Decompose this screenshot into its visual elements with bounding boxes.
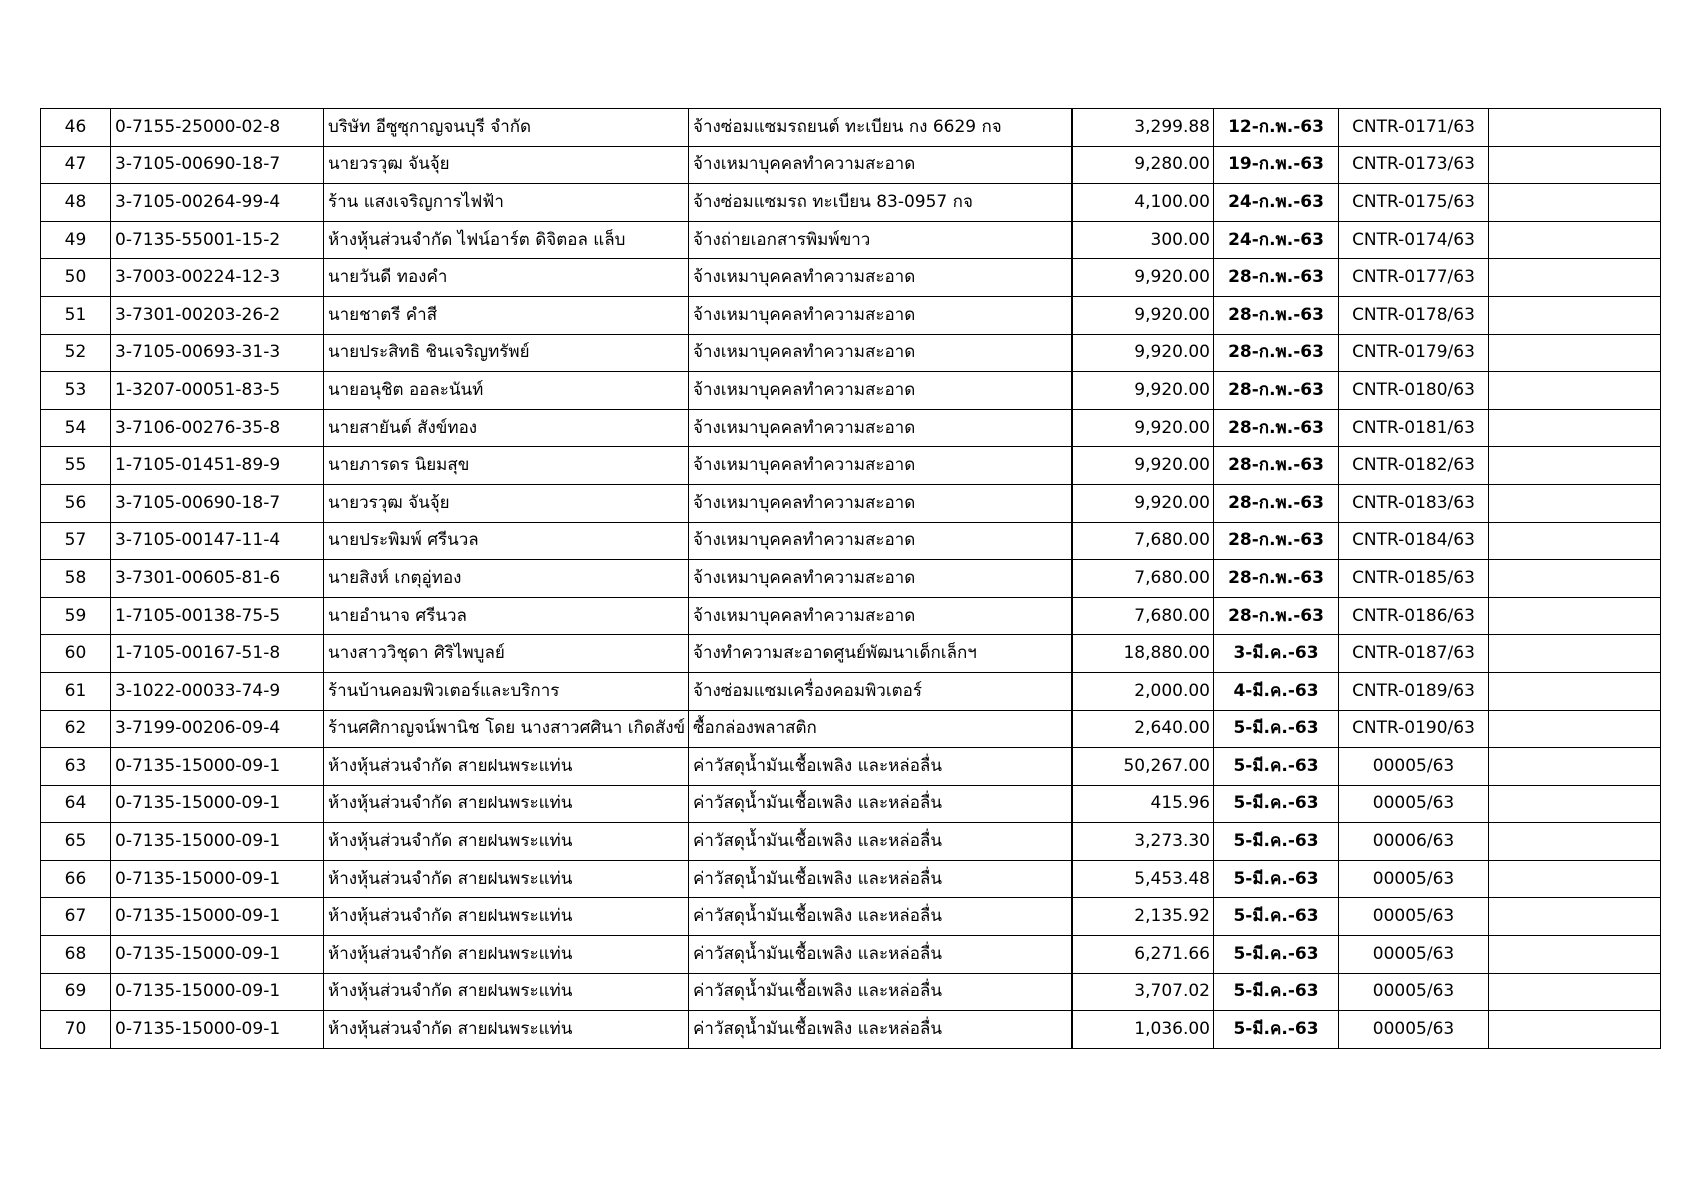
tax-id-cell: 0-7135-15000-09-1 (111, 973, 324, 1011)
amount-cell: 4,100.00 (1072, 184, 1214, 222)
contract-ref-cell: 00006/63 (1339, 823, 1489, 861)
note-cell (1489, 597, 1661, 635)
amount-cell: 9,920.00 (1072, 296, 1214, 334)
vendor-name-cell: นายสิงห์ เกตุอู่ทอง (324, 560, 689, 598)
tax-id-cell: 0-7135-15000-09-1 (111, 748, 324, 786)
amount-cell: 300.00 (1072, 221, 1214, 259)
tax-id-cell: 0-7155-25000-02-8 (111, 109, 324, 147)
tax-id-cell: 0-7135-15000-09-1 (111, 860, 324, 898)
row-number: 68 (41, 936, 111, 974)
description-cell: จ้างซ่อมแซมรถยนต์ ทะเบียน กง 6629 กจ (689, 109, 1072, 147)
row-number: 64 (41, 785, 111, 823)
table-row (41, 146, 1661, 184)
table-row (41, 334, 1661, 372)
note-cell (1489, 109, 1661, 147)
contract-ref-cell: CNTR-0174/63 (1339, 221, 1489, 259)
tax-id-cell: 3-7105-00693-31-3 (111, 334, 324, 372)
amount-cell: 2,000.00 (1072, 672, 1214, 710)
description-cell: จ้างเหมาบุคคลทำความสะอาด (689, 484, 1072, 522)
amount-cell: 7,680.00 (1072, 597, 1214, 635)
row-number: 67 (41, 898, 111, 936)
date-cell: 5-มี.ค.-63 (1214, 1011, 1339, 1049)
date-cell: 28-ก.พ.-63 (1214, 522, 1339, 560)
date-cell: 28-ก.พ.-63 (1214, 597, 1339, 635)
vendor-name-cell: ห้างหุ้นส่วนจำกัด ไฟน์อาร์ต ดิจิตอล แล็บ (324, 221, 689, 259)
row-number: 53 (41, 372, 111, 410)
tax-id-cell: 3-7301-00203-26-2 (111, 296, 324, 334)
vendor-name-cell: ห้างหุ้นส่วนจำกัด สายฝนพระแท่น (324, 823, 689, 861)
note-cell (1489, 334, 1661, 372)
amount-cell: 9,920.00 (1072, 447, 1214, 485)
tax-id-cell: 1-7105-01451-89-9 (111, 447, 324, 485)
note-cell (1489, 898, 1661, 936)
tax-id-cell: 3-7105-00264-99-4 (111, 184, 324, 222)
tax-id-cell: 0-7135-15000-09-1 (111, 785, 324, 823)
row-number: 55 (41, 447, 111, 485)
amount-cell: 3,273.30 (1072, 823, 1214, 861)
vendor-name-cell: ห้างหุ้นส่วนจำกัด สายฝนพระแท่น (324, 1011, 689, 1049)
date-cell: 5-มี.ค.-63 (1214, 973, 1339, 1011)
contract-ref-cell: CNTR-0185/63 (1339, 560, 1489, 598)
vendor-name-cell: นายอำนาจ ศรีนวล (324, 597, 689, 635)
note-cell (1489, 635, 1661, 673)
vendor-name-cell: นายวันดี ทองคำ (324, 259, 689, 297)
tax-id-cell: 3-7301-00605-81-6 (111, 560, 324, 598)
note-cell (1489, 823, 1661, 861)
vendor-name-cell: นายชาตรี คำสี (324, 296, 689, 334)
contract-ref-cell: CNTR-0183/63 (1339, 484, 1489, 522)
contract-ref-cell: CNTR-0184/63 (1339, 522, 1489, 560)
vendor-name-cell: ร้าน แสงเจริญการไฟฟ้า (324, 184, 689, 222)
description-cell: จ้างเหมาบุคคลทำความสะอาด (689, 146, 1072, 184)
amount-cell: 2,135.92 (1072, 898, 1214, 936)
row-number: 49 (41, 221, 111, 259)
date-cell: 28-ก.พ.-63 (1214, 409, 1339, 447)
contract-ref-cell: CNTR-0180/63 (1339, 372, 1489, 410)
table-row (41, 447, 1661, 485)
row-number: 63 (41, 748, 111, 786)
tax-id-cell: 3-7105-00690-18-7 (111, 146, 324, 184)
procurement-table (40, 108, 1661, 1049)
note-cell (1489, 146, 1661, 184)
amount-cell: 3,707.02 (1072, 973, 1214, 1011)
vendor-name-cell: บริษัท อีซูซุกาญจนบุรี จำกัด (324, 109, 689, 147)
contract-ref-cell: 00005/63 (1339, 1011, 1489, 1049)
contract-ref-cell: CNTR-0182/63 (1339, 447, 1489, 485)
row-number: 60 (41, 635, 111, 673)
description-cell: ค่าวัสดุน้ำมันเชื้อเพลิง และหล่อลื่น (689, 898, 1072, 936)
description-cell: จ้างเหมาบุคคลทำความสะอาด (689, 259, 1072, 297)
description-cell: จ้างเหมาบุคคลทำความสะอาด (689, 522, 1072, 560)
amount-cell: 9,920.00 (1072, 334, 1214, 372)
amount-cell: 9,920.00 (1072, 259, 1214, 297)
amount-cell: 2,640.00 (1072, 710, 1214, 748)
tax-id-cell: 0-7135-15000-09-1 (111, 823, 324, 861)
row-number: 47 (41, 146, 111, 184)
contract-ref-cell: 00005/63 (1339, 936, 1489, 974)
row-number: 48 (41, 184, 111, 222)
description-cell: จ้างเหมาบุคคลทำความสะอาด (689, 409, 1072, 447)
contract-ref-cell: CNTR-0189/63 (1339, 672, 1489, 710)
contract-ref-cell: CNTR-0177/63 (1339, 259, 1489, 297)
table-row (41, 635, 1661, 673)
description-cell: ค่าวัสดุน้ำมันเชื้อเพลิง และหล่อลื่น (689, 748, 1072, 786)
description-cell: ค่าวัสดุน้ำมันเชื้อเพลิง และหล่อลื่น (689, 785, 1072, 823)
contract-ref-cell: CNTR-0175/63 (1339, 184, 1489, 222)
table-row (41, 597, 1661, 635)
contract-ref-cell: CNTR-0171/63 (1339, 109, 1489, 147)
amount-cell: 7,680.00 (1072, 522, 1214, 560)
description-cell: ค่าวัสดุน้ำมันเชื้อเพลิง และหล่อลื่น (689, 973, 1072, 1011)
date-cell: 28-ก.พ.-63 (1214, 447, 1339, 485)
table-row (41, 409, 1661, 447)
vendor-name-cell: ห้างหุ้นส่วนจำกัด สายฝนพระแท่น (324, 785, 689, 823)
table-row (41, 1011, 1661, 1049)
note-cell (1489, 372, 1661, 410)
contract-ref-cell: 00005/63 (1339, 898, 1489, 936)
contract-ref-cell: CNTR-0173/63 (1339, 146, 1489, 184)
tax-id-cell: 3-7105-00690-18-7 (111, 484, 324, 522)
description-cell: ค่าวัสดุน้ำมันเชื้อเพลิง และหล่อลื่น (689, 860, 1072, 898)
note-cell (1489, 447, 1661, 485)
note-cell (1489, 973, 1661, 1011)
table-row (41, 484, 1661, 522)
note-cell (1489, 184, 1661, 222)
row-number: 61 (41, 672, 111, 710)
description-cell: จ้างเหมาบุคคลทำความสะอาด (689, 372, 1072, 410)
note-cell (1489, 560, 1661, 598)
description-cell: ซื้อกล่องพลาสติก (689, 710, 1072, 748)
date-cell: 5-มี.ค.-63 (1214, 710, 1339, 748)
table-row (41, 785, 1661, 823)
table-row (41, 221, 1661, 259)
amount-cell: 3,299.88 (1072, 109, 1214, 147)
date-cell: 24-ก.พ.-63 (1214, 221, 1339, 259)
table-row (41, 748, 1661, 786)
contract-ref-cell: 00005/63 (1339, 973, 1489, 1011)
date-cell: 12-ก.พ.-63 (1214, 109, 1339, 147)
note-cell (1489, 1011, 1661, 1049)
row-number: 66 (41, 860, 111, 898)
procurement-table-page (40, 108, 1660, 1049)
amount-cell: 6,271.66 (1072, 936, 1214, 974)
date-cell: 28-ก.พ.-63 (1214, 259, 1339, 297)
vendor-name-cell: นางสาววิชุดา ศิริไพบูลย์ (324, 635, 689, 673)
row-number: 54 (41, 409, 111, 447)
amount-cell: 50,267.00 (1072, 748, 1214, 786)
contract-ref-cell: CNTR-0186/63 (1339, 597, 1489, 635)
tax-id-cell: 3-7003-00224-12-3 (111, 259, 324, 297)
note-cell (1489, 710, 1661, 748)
vendor-name-cell: นายวรวุฒ จันจุ้ย (324, 484, 689, 522)
vendor-name-cell: ห้างหุ้นส่วนจำกัด สายฝนพระแท่น (324, 748, 689, 786)
table-row (41, 372, 1661, 410)
date-cell: 5-มี.ค.-63 (1214, 860, 1339, 898)
contract-ref-cell: 00005/63 (1339, 860, 1489, 898)
row-number: 51 (41, 296, 111, 334)
amount-cell: 18,880.00 (1072, 635, 1214, 673)
date-cell: 5-มี.ค.-63 (1214, 785, 1339, 823)
table-row (41, 973, 1661, 1011)
table-row (41, 898, 1661, 936)
date-cell: 28-ก.พ.-63 (1214, 372, 1339, 410)
tax-id-cell: 0-7135-55001-15-2 (111, 221, 324, 259)
description-cell: จ้างเหมาบุคคลทำความสะอาด (689, 296, 1072, 334)
tax-id-cell: 1-7105-00138-75-5 (111, 597, 324, 635)
vendor-name-cell: ร้านบ้านคอมพิวเตอร์และบริการ (324, 672, 689, 710)
tax-id-cell: 3-7199-00206-09-4 (111, 710, 324, 748)
amount-cell: 5,453.48 (1072, 860, 1214, 898)
amount-cell: 9,920.00 (1072, 484, 1214, 522)
date-cell: 5-มี.ค.-63 (1214, 823, 1339, 861)
table-row (41, 259, 1661, 297)
table-row (41, 823, 1661, 861)
date-cell: 5-มี.ค.-63 (1214, 936, 1339, 974)
amount-cell: 7,680.00 (1072, 560, 1214, 598)
date-cell: 28-ก.พ.-63 (1214, 560, 1339, 598)
tax-id-cell: 3-7105-00147-11-4 (111, 522, 324, 560)
date-cell: 3-มี.ค.-63 (1214, 635, 1339, 673)
vendor-name-cell: นายอนุชิต ออละนันท์ (324, 372, 689, 410)
description-cell: จ้างเหมาบุคคลทำความสะอาด (689, 597, 1072, 635)
description-cell: จ้างซ่อมแซมรถ ทะเบียน 83-0957 กจ (689, 184, 1072, 222)
vendor-name-cell: ห้างหุ้นส่วนจำกัด สายฝนพระแท่น (324, 936, 689, 974)
date-cell: 24-ก.พ.-63 (1214, 184, 1339, 222)
contract-ref-cell: 00005/63 (1339, 785, 1489, 823)
amount-cell: 9,920.00 (1072, 409, 1214, 447)
amount-cell: 9,920.00 (1072, 372, 1214, 410)
description-cell: จ้างเหมาบุคคลทำความสะอาด (689, 334, 1072, 372)
description-cell: ค่าวัสดุน้ำมันเชื้อเพลิง และหล่อลื่น (689, 823, 1072, 861)
row-number: 59 (41, 597, 111, 635)
tax-id-cell: 3-1022-00033-74-9 (111, 672, 324, 710)
note-cell (1489, 785, 1661, 823)
table-body (41, 109, 1661, 1049)
table-row (41, 860, 1661, 898)
note-cell (1489, 484, 1661, 522)
note-cell (1489, 672, 1661, 710)
contract-ref-cell: CNTR-0178/63 (1339, 296, 1489, 334)
vendor-name-cell: ห้างหุ้นส่วนจำกัด สายฝนพระแท่น (324, 860, 689, 898)
description-cell: จ้างเหมาบุคคลทำความสะอาด (689, 560, 1072, 598)
description-cell: จ้างเหมาบุคคลทำความสะอาด (689, 447, 1072, 485)
vendor-name-cell: นายวรวุฒ จันจุ้ย (324, 146, 689, 184)
contract-ref-cell: CNTR-0190/63 (1339, 710, 1489, 748)
date-cell: 28-ก.พ.-63 (1214, 296, 1339, 334)
vendor-name-cell: นายประสิทธิ ชินเจริญทรัพย์ (324, 334, 689, 372)
table-row (41, 672, 1661, 710)
tax-id-cell: 0-7135-15000-09-1 (111, 1011, 324, 1049)
date-cell: 19-ก.พ.-63 (1214, 146, 1339, 184)
amount-cell: 9,280.00 (1072, 146, 1214, 184)
row-number: 69 (41, 973, 111, 1011)
note-cell (1489, 259, 1661, 297)
row-number: 50 (41, 259, 111, 297)
date-cell: 28-ก.พ.-63 (1214, 484, 1339, 522)
table-row (41, 710, 1661, 748)
date-cell: 28-ก.พ.-63 (1214, 334, 1339, 372)
contract-ref-cell: CNTR-0179/63 (1339, 334, 1489, 372)
table-row (41, 184, 1661, 222)
tax-id-cell: 3-7106-00276-35-8 (111, 409, 324, 447)
table-row (41, 560, 1661, 598)
tax-id-cell: 0-7135-15000-09-1 (111, 898, 324, 936)
tax-id-cell: 0-7135-15000-09-1 (111, 936, 324, 974)
note-cell (1489, 409, 1661, 447)
row-number: 56 (41, 484, 111, 522)
contract-ref-cell: 00005/63 (1339, 748, 1489, 786)
date-cell: 5-มี.ค.-63 (1214, 748, 1339, 786)
note-cell (1489, 936, 1661, 974)
description-cell: ค่าวัสดุน้ำมันเชื้อเพลิง และหล่อลื่น (689, 1011, 1072, 1049)
vendor-name-cell: นายภารดร นิยมสุข (324, 447, 689, 485)
description-cell: จ้างถ่ายเอกสารพิมพ์ขาว (689, 221, 1072, 259)
row-number: 57 (41, 522, 111, 560)
row-number: 52 (41, 334, 111, 372)
note-cell (1489, 221, 1661, 259)
row-number: 65 (41, 823, 111, 861)
note-cell (1489, 296, 1661, 334)
table-row (41, 109, 1661, 147)
table-row (41, 936, 1661, 974)
note-cell (1489, 860, 1661, 898)
tax-id-cell: 1-3207-00051-83-5 (111, 372, 324, 410)
vendor-name-cell: ห้างหุ้นส่วนจำกัด สายฝนพระแท่น (324, 898, 689, 936)
table-row (41, 296, 1661, 334)
description-cell: จ้างซ่อมแซมเครื่องคอมพิวเตอร์ (689, 672, 1072, 710)
amount-cell: 1,036.00 (1072, 1011, 1214, 1049)
table-row (41, 522, 1661, 560)
row-number: 62 (41, 710, 111, 748)
tax-id-cell: 1-7105-00167-51-8 (111, 635, 324, 673)
note-cell (1489, 522, 1661, 560)
vendor-name-cell: ร้านศศิกาญจน์พานิช โดย นางสาวศศินา เกิดสังข์ (324, 710, 689, 748)
row-number: 58 (41, 560, 111, 598)
date-cell: 4-มี.ค.-63 (1214, 672, 1339, 710)
contract-ref-cell: CNTR-0181/63 (1339, 409, 1489, 447)
vendor-name-cell: นายสายันต์ สังข์ทอง (324, 409, 689, 447)
row-number: 46 (41, 109, 111, 147)
description-cell: ค่าวัสดุน้ำมันเชื้อเพลิง และหล่อลื่น (689, 936, 1072, 974)
note-cell (1489, 748, 1661, 786)
vendor-name-cell: นายประพิมพ์ ศรีนวล (324, 522, 689, 560)
vendor-name-cell: ห้างหุ้นส่วนจำกัด สายฝนพระแท่น (324, 973, 689, 1011)
contract-ref-cell: CNTR-0187/63 (1339, 635, 1489, 673)
date-cell: 5-มี.ค.-63 (1214, 898, 1339, 936)
description-cell: จ้างทำความสะอาดศูนย์พัฒนาเด็กเล็กฯ (689, 635, 1072, 673)
row-number: 70 (41, 1011, 111, 1049)
amount-cell: 415.96 (1072, 785, 1214, 823)
